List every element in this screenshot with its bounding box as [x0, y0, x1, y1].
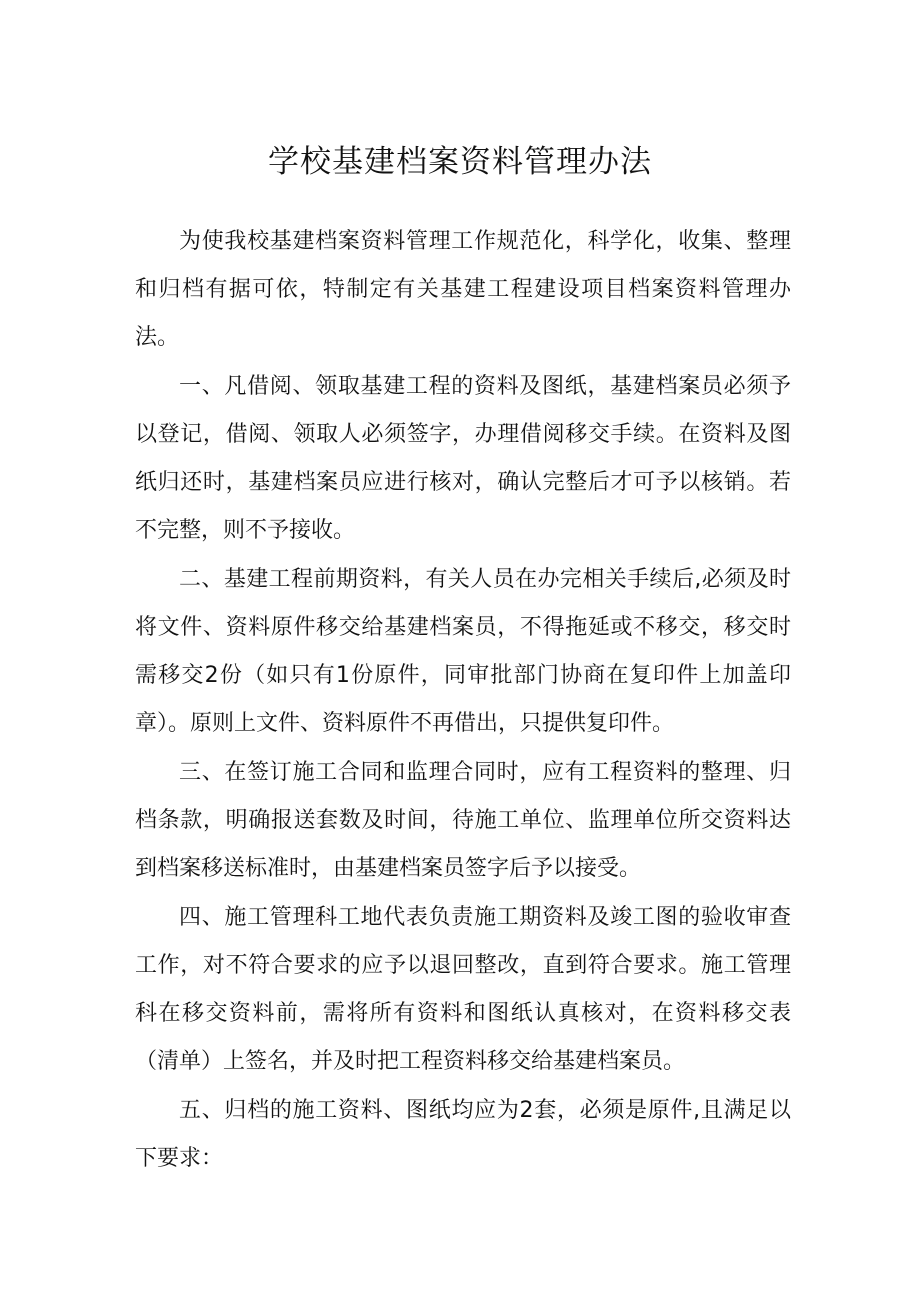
paragraph-clause-5: 五、归档的施工资料、图纸均应为2套，必须是原件,且满足以下要求：	[135, 1098, 791, 1171]
document-title: 学校基建档案资料管理办法	[268, 144, 652, 180]
paragraph-clause-1: 一、凡借阅、领取基建工程的资料及图纸，基建档案员必须予以登记，借阅、领取人必须签字，办理借阅移交手续。在资料及图纸归还时，基建档案员应进行核对，确认完整后才可予以核销。若不完整，则不予接收。	[135, 374, 791, 543]
document-body	[135, 218, 791, 1184]
paragraph-intro: 为使我校基建档案资料管理工作规范化，科学化，收集、整理和归档有据可依，特制定有关基建工程建设项目档案资料管理办法。	[135, 229, 791, 350]
paragraph-clause-4: 四、施工管理科工地代表负责施工期资料及竣工图的验收审查工作，对不符合要求的应予以退回整改，直到符合要求。施工管理科在移交资料前，需将所有资料和图纸认真核对，在资料移交表（清单）上签名，并及时把工程资料移交给基建档案员。	[135, 905, 791, 1074]
paragraph-clause-3: 三、在签订施工合同和监理合同时，应有工程资料的整理、归档条款，明确报送套数及时间，待施工单位、监理单位所交资料达到档案移送标准时，由基建档案员签字后予以接受。	[135, 760, 791, 881]
paragraph-clause-2: 二、基建工程前期资料，有关人员在办完相关手续后,必须及时将文件、资料原件移交给基建档案员，不得拖延或不移交，移交时需移交2份（如只有1份原件，同审批部门协商在复印件上加盖印章）。原则上文件、资料原件不再借出，只提供复印件。	[135, 567, 791, 736]
